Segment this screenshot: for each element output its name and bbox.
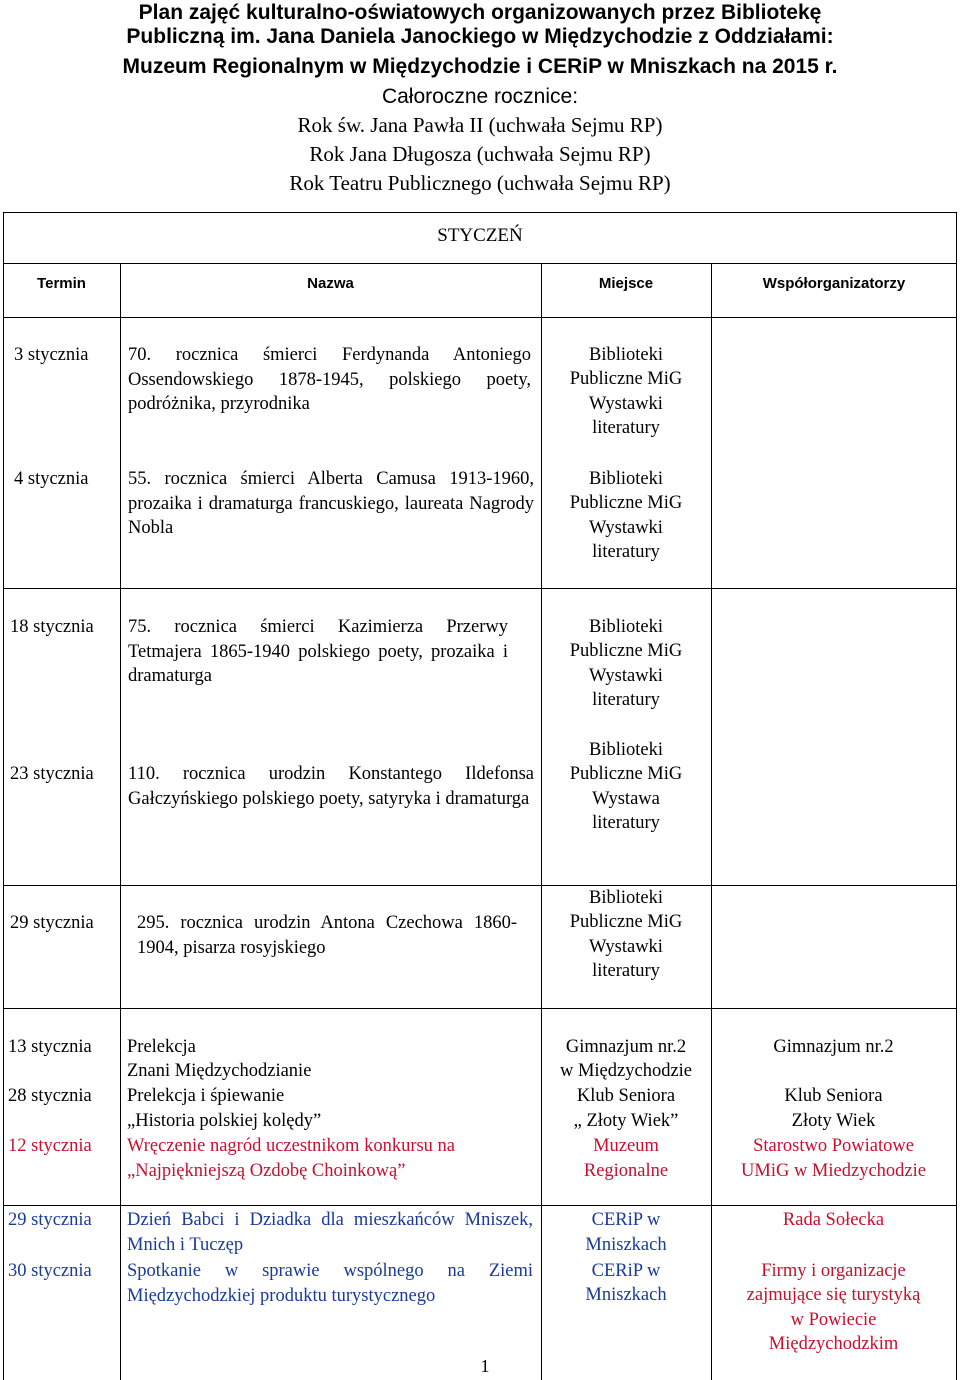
anniversary-3: Rok Teatru Publicznego (uchwała Sejmu RP): [289, 171, 671, 195]
event-place-line: Mniszkach: [585, 1285, 667, 1305]
event-place-line: CERiP w: [591, 1261, 661, 1281]
column-co-organizers: Współorganizatorzy: [762, 275, 906, 292]
event-term: 29 stycznia: [8, 1210, 92, 1230]
event-co-line: Gimnazjum nr.2: [773, 1037, 894, 1057]
event-place-line: Klub Seniora: [576, 1086, 676, 1106]
row-place-line: literatury: [592, 961, 660, 981]
row-place-line: Wystawki: [589, 394, 663, 414]
event-place-line: Muzeum: [593, 1136, 659, 1156]
event-name-line: „Historia polskiej kolędy”: [127, 1111, 322, 1131]
col-divider: [120, 318, 121, 1380]
row-place-line: Wystawa: [592, 789, 660, 809]
row-place-line: Publiczne MiG: [569, 369, 683, 389]
row-place-line: literatury: [592, 813, 660, 833]
row-term: 3 stycznia: [14, 345, 89, 365]
event-term: 30 stycznia: [8, 1261, 92, 1281]
column-term: Termin: [37, 275, 86, 292]
row-place-line: Biblioteki: [589, 469, 663, 489]
row-name: 55. rocznica śmierci Alberta Camusa 1913-1960, prozaika i dramaturga francuskiego, laureata Nagrody Nobla: [128, 469, 534, 538]
row-place-line: Biblioteki: [589, 345, 663, 365]
event-co-line: zajmujące się turystyką: [746, 1285, 921, 1305]
row-divider: [3, 588, 957, 589]
page-number: 1: [480, 1356, 490, 1376]
title-line-1: Plan zajęć kulturalno-oświatowych organizowanych przez Bibliotekę: [138, 1, 822, 24]
event-name-line: Znani Międzychodzianie: [127, 1061, 312, 1081]
event-term: 13 stycznia: [8, 1037, 92, 1057]
anniversary-1: Rok św. Jana Pawła II (uchwała Sejmu RP): [297, 113, 663, 137]
event-term: 12 stycznia: [8, 1136, 92, 1156]
title-line-3: Muzeum Regionalnym w Międzychodzie i CERiP w Mniszkach na 2015 r.: [122, 55, 838, 78]
event-name: Dzień Babci i Dziadka dla mieszkańców Mniszek, Mnich i Tuczęp: [127, 1210, 533, 1255]
event-place-line: CERiP w: [591, 1210, 661, 1230]
event-co-line: Rada Sołecka: [782, 1210, 885, 1230]
row-place-line: Publiczne MiG: [569, 493, 683, 513]
event-co-line: Starostwo Powiatowe: [753, 1136, 914, 1156]
row-term: 29 stycznia: [10, 913, 94, 933]
subtitle: Całoroczne rocznice:: [381, 85, 579, 108]
row-name: 295. rocznica urodzin Antona Czechowa 1860- 1904, pisarza rosyjskiego: [137, 913, 517, 958]
event-place-line: Regionalne: [583, 1161, 669, 1181]
event-place-line: w Międzychodzie: [559, 1061, 693, 1081]
month-title: STYCZEŃ: [437, 225, 523, 246]
row-place-line: literatury: [592, 542, 660, 562]
row-place-line: literatury: [592, 418, 660, 438]
event-name-line: Prelekcja: [127, 1037, 196, 1057]
event-co-line: UMiG w Miedzychodzie: [741, 1161, 926, 1181]
event-place-line: Mniszkach: [585, 1235, 667, 1255]
row-term: 23 stycznia: [10, 764, 94, 784]
column-name: Nazwa: [307, 275, 354, 292]
event-co-line: w Powiecie: [790, 1310, 877, 1330]
row-name: 70. rocznica śmierci Ferdynanda Antoniego Ossendowskiego 1878-1945, polskiego poety, podróżnika, przyrodnika: [128, 345, 531, 414]
row-term: 4 stycznia: [14, 469, 89, 489]
row-divider: [3, 885, 957, 886]
event-co-line: Klub Seniora: [784, 1086, 883, 1106]
row-place-line: Publiczne MiG: [569, 912, 683, 932]
event-co-line: Złoty Wiek: [791, 1111, 876, 1131]
row-name: 75. rocznica śmierci Kazimierza Przerwy Tetmajera 1865-1940 polskiego poety, prozaika i dramaturga: [128, 617, 508, 686]
event-co-line: Międzychodzkim: [768, 1334, 899, 1354]
event-name-line: „Najpiękniejszą Ozdobę Choinkową”: [127, 1161, 406, 1181]
row-place-line: Wystawki: [589, 666, 663, 686]
row-place-line: Wystawki: [589, 937, 663, 957]
event-name-line: Prelekcja i śpiewanie: [127, 1086, 285, 1106]
row-place-line: Publiczne MiG: [569, 641, 683, 661]
row-name: 110. rocznica urodzin Konstantego Ildefonsa Gałczyńskiego polskiego poety, satyryka i dramaturga: [128, 764, 534, 809]
title-line-2: Publiczną im. Jana Daniela Janockiego w Międzychodzie z Oddziałami:: [126, 25, 834, 48]
border-right: [956, 318, 957, 1380]
row-divider: [3, 1008, 957, 1009]
event-place-line: Gimnazjum nr.2: [565, 1037, 687, 1057]
row-place-line: Wystawki: [589, 518, 663, 538]
row-place-line: Biblioteki: [589, 617, 663, 637]
row-place-line: Publiczne MiG: [569, 764, 683, 784]
event-co-line: Firmy i organizacje: [761, 1261, 906, 1281]
divider: [3, 263, 957, 264]
border-left: [3, 318, 4, 1380]
event-name-line: Wręczenie nagród uczestnikom konkursu na: [127, 1136, 456, 1156]
row-term: 18 stycznia: [10, 617, 94, 637]
event-place-line: „ Złoty Wiek”: [573, 1111, 679, 1131]
row-place-line: Biblioteki: [589, 740, 663, 760]
event-name: Spotkanie w sprawie wspólnego na Ziemi Międzychodzkiej produktu turystycznego: [127, 1261, 533, 1306]
event-term: 28 stycznia: [8, 1086, 92, 1106]
row-place-line: Biblioteki: [589, 888, 663, 908]
anniversary-2: Rok Jana Długosza (uchwała Sejmu RP): [309, 142, 651, 166]
row-divider: [3, 1205, 957, 1206]
row-place-line: literatury: [592, 690, 660, 710]
column-place: Miejsce: [598, 275, 654, 292]
